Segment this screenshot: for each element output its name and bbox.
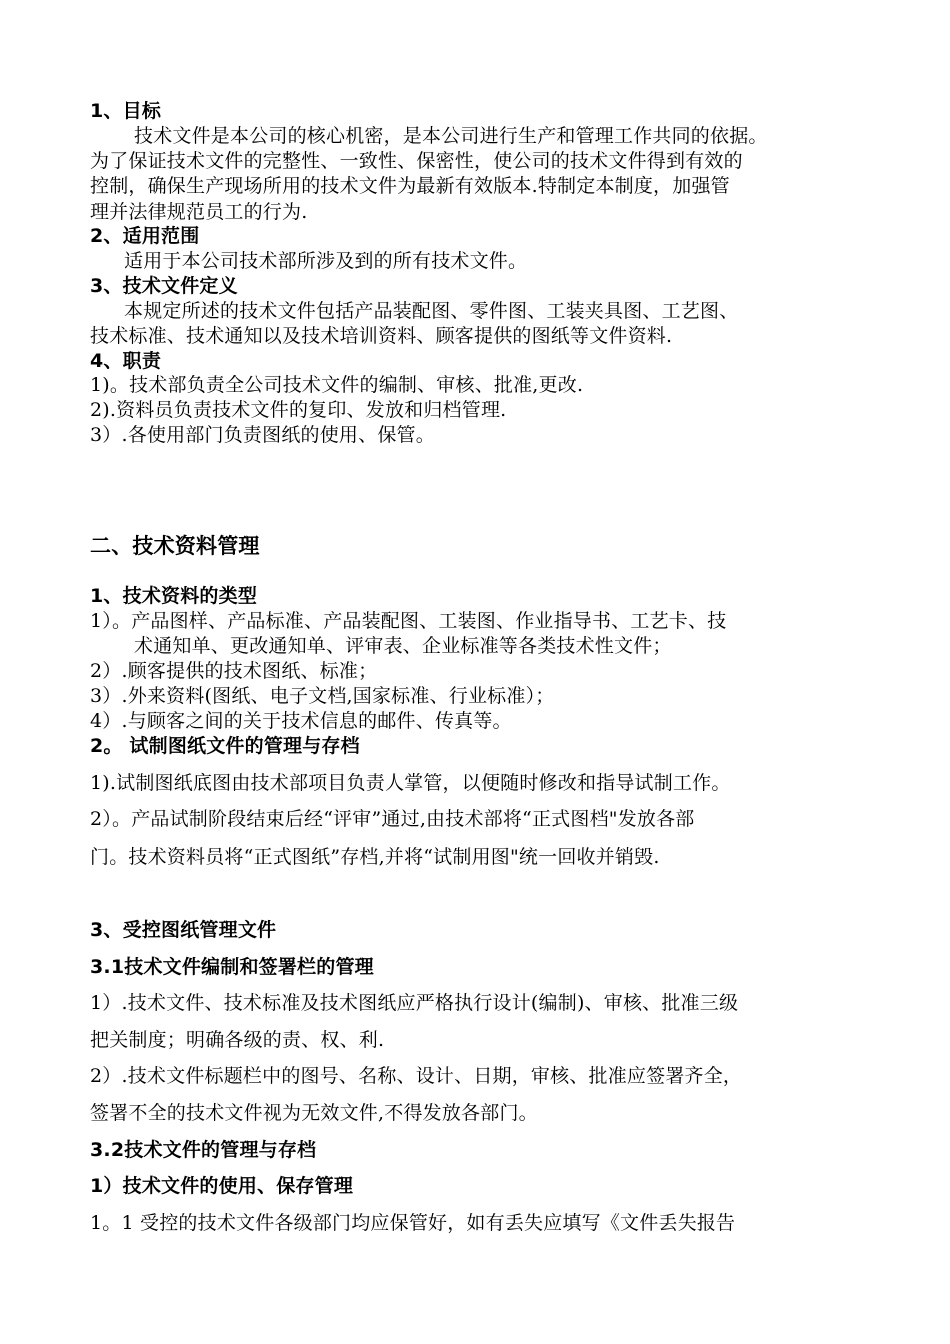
heading-trial-drawings: 2。 试制图纸文件的管理与存档 [90,735,360,757]
goal-line-4: 理并法律规范员工的行为. [90,201,308,223]
heading-duty: 4、职责 [90,350,162,372]
heading-data-types: 1、技术资料的类型 [90,585,258,607]
types-line-4: 3）.外来资料(图纸、电子文档,国家标准、行业标准）； [90,685,555,707]
heading-usage: 1）技术文件的使用、保存管理 [90,1175,354,1197]
types-line-5: 4）.与顾客之间的关于技术信息的邮件、传真等。 [90,710,512,732]
section-title-tech-data: 二、技术资料管理 [90,534,260,558]
duty-line-1: 1)。技术部负责全公司技术文件的编制、审核、批准,更改. [90,374,584,396]
goal-line-3: 控制，确保生产现场所用的技术文件为最新有效版本.特制定本制度，加强管 [90,175,730,197]
definition-line-2: 技术标准、技术通知以及技术培训资料、顾客提供的图纸等文件资料. [90,325,673,347]
types-line-2: 术通知单、更改通知单、评审表、企业标准等各类技术性文件； [134,635,672,657]
heading-definition: 3、技术文件定义 [90,275,238,297]
scope-line-1: 适用于本公司技术部所涉及到的所有技术文件。 [124,250,528,272]
duty-line-2: 2).资料员负责技术文件的复印、发放和归档管理. [90,399,507,421]
types-line-1: 1）。产品图样、产品标准、产品装配图、工装图、作业指导书、工艺卡、技 [90,610,727,632]
heading-3-1: 3.1技术文件编制和签署栏的管理 [90,956,374,978]
p31-line-3: 2）.技术文件标题栏中的图号、名称、设计、日期，审核、批准应签署齐全， [90,1065,743,1087]
heading-controlled-drawings: 3、受控图纸管理文件 [90,919,277,941]
trial-line-3: 门。技术资料员将“正式图纸”存档,并将“试制用图"统一回收并销毁. [90,846,660,868]
usage-line-1: 1。1 受控的技术文件各级部门均应保管好，如有丢失应填写《文件丢失报告 [90,1212,736,1234]
heading-3-2: 3.2技术文件的管理与存档 [90,1139,317,1161]
definition-line-1: 本规定所述的技术文件包括产品装配图、零件图、工装夹具图、工艺图、 [124,300,739,322]
goal-line-2: 为了保证技术文件的完整性、一致性、保密性，使公司的技术文件得到有效的 [90,150,743,172]
duty-line-3: 3）.各使用部门负责图纸的使用、保管。 [90,424,435,446]
trial-line-1: 1).试制图纸底图由技术部项目负责人掌管，以便随时修改和指导试制工作。 [90,772,731,794]
p31-line-1: 1）.技术文件、技术标准及技术图纸应严格执行设计(编制)、审核、批准三级 [90,992,739,1014]
goal-line-1: 技术文件是本公司的核心机密，是本公司进行生产和管理工作共同的依据。 [134,125,768,147]
p31-line-2: 把关制度；明确各级的责、权、利. [90,1029,385,1051]
trial-line-2: 2）。产品试制阶段结束后经“评审”通过,由技术部将“正式图档"发放各部 [90,808,695,830]
types-line-3: 2）.顾客提供的技术图纸、标准； [90,660,378,682]
p31-line-4: 签署不全的技术文件视为无效文件,不得发放各部门。 [90,1102,538,1124]
heading-scope: 2、适用范围 [90,225,200,247]
heading-goal: 1、目标 [90,100,162,122]
